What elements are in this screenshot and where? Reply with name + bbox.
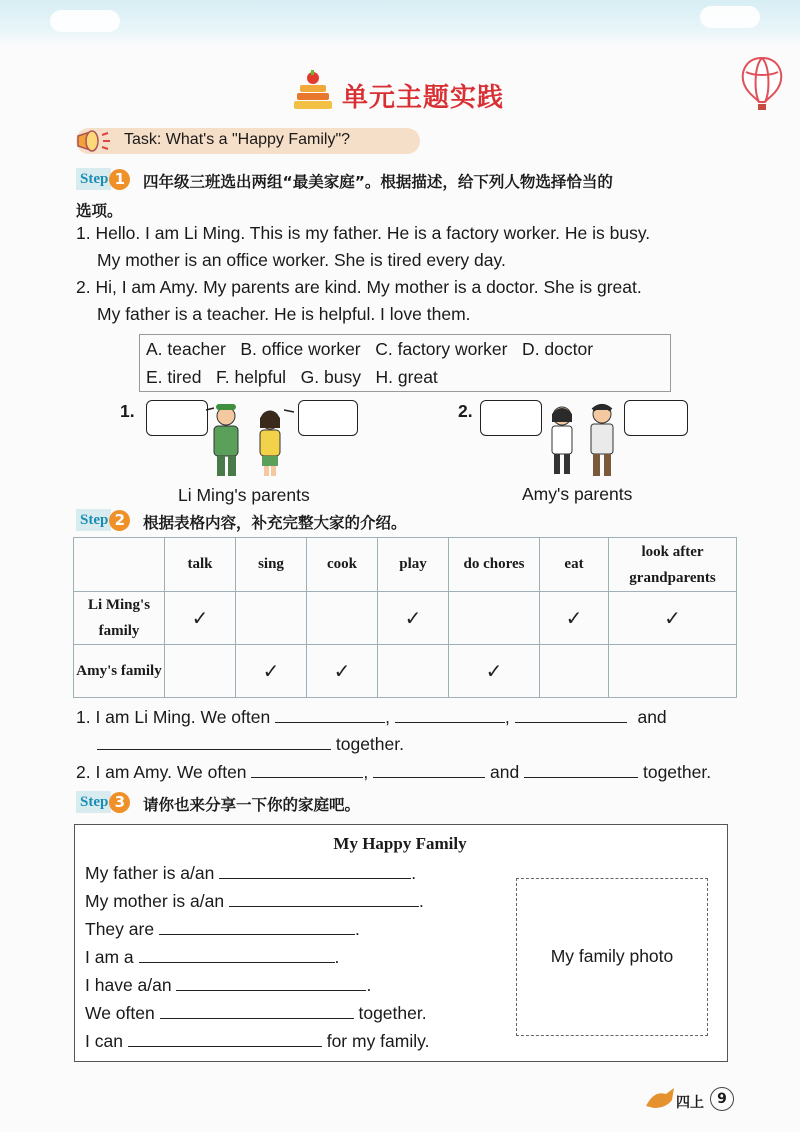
column-header: do chores xyxy=(449,538,540,592)
table-cell xyxy=(165,645,236,698)
step-label: Step xyxy=(76,168,111,190)
answer-blank[interactable] xyxy=(159,918,355,935)
sentence1-comma2: , xyxy=(504,707,510,727)
answer-blank[interactable] xyxy=(395,706,505,723)
step1-heading xyxy=(76,168,130,190)
column-header: eat xyxy=(540,538,609,592)
family-line-suffix: . xyxy=(334,947,340,967)
check-mark: ✓ xyxy=(565,607,583,630)
table-cell xyxy=(540,592,609,645)
table-cell xyxy=(609,645,737,698)
picture2-number: 2. xyxy=(458,401,473,421)
answer-blank[interactable] xyxy=(128,1030,322,1047)
column-header: cook xyxy=(307,538,378,592)
table-cell xyxy=(307,592,378,645)
picture2-caption: Amy's parents xyxy=(522,484,633,504)
amy-parents-illustration xyxy=(540,400,626,480)
table-cell xyxy=(236,645,307,698)
column-header: play xyxy=(378,538,449,592)
family-line-suffix: . xyxy=(418,891,424,911)
answer-bubble-mother-amy[interactable] xyxy=(480,400,542,436)
table-cell xyxy=(165,592,236,645)
table-cell xyxy=(378,592,449,645)
options-row1: A. teacher B. office worker C. factory worker D. doctor xyxy=(146,339,594,359)
answer-blank[interactable] xyxy=(219,862,411,879)
check-mark: ✓ xyxy=(485,660,503,683)
answer-bubble-mother[interactable] xyxy=(298,400,358,436)
passage1-line2: My mother is an office worker. She is tired every day. xyxy=(97,250,506,270)
answer-blank[interactable] xyxy=(176,974,366,991)
table-row xyxy=(74,592,737,645)
table-cell xyxy=(449,645,540,698)
answer-blank[interactable] xyxy=(97,733,331,750)
passage2-line2: My father is a teacher. He is helpful. I love them. xyxy=(97,304,471,324)
family-line-suffix: . xyxy=(411,863,417,883)
step1-instruction-line1: 四年级三班选出两组“最美家庭”。根据描述，给下列人物选择恰当的 xyxy=(143,173,613,191)
picture1-number: 1. xyxy=(120,401,135,421)
family-line xyxy=(85,890,424,912)
step-number: 2 xyxy=(109,510,130,531)
step2-instruction: 根据表格内容，补充完整大家的介绍。 xyxy=(143,514,407,532)
cloud-decoration xyxy=(50,10,120,32)
column-header: sing xyxy=(236,538,307,592)
passage1-line1: 1. Hello. I am Li Ming. This is my father. He is a factory worker. He is busy. xyxy=(76,223,651,243)
sentence2-end: together. xyxy=(642,762,712,782)
picture1-caption: Li Ming's parents xyxy=(178,485,310,505)
table-cell xyxy=(307,645,378,698)
sentence2-and: and xyxy=(490,762,520,782)
answer-blank[interactable] xyxy=(251,761,363,778)
sentence2-comma: , xyxy=(363,762,369,782)
answer-blank[interactable] xyxy=(229,890,419,907)
answer-blank[interactable] xyxy=(373,761,485,778)
check-mark: ✓ xyxy=(664,607,681,630)
answer-blank[interactable] xyxy=(524,761,638,778)
check-mark: ✓ xyxy=(262,660,280,683)
check-mark: ✓ xyxy=(191,607,209,630)
table-cell xyxy=(236,592,307,645)
step-number: 1 xyxy=(109,169,130,190)
check-mark: ✓ xyxy=(404,607,422,630)
family-line-prefix: I have a/an xyxy=(85,975,172,995)
family-line-prefix: I can xyxy=(85,1031,123,1051)
table-header-row xyxy=(74,538,737,592)
table-cell xyxy=(609,592,737,645)
cloud-decoration xyxy=(700,6,760,28)
sentence1-end: together. xyxy=(335,734,404,754)
fox-icon xyxy=(644,1086,680,1110)
family-box-title: My Happy Family xyxy=(333,834,467,853)
row-header: Li Ming's family xyxy=(74,592,165,645)
family-line-prefix: My father is a/an xyxy=(85,863,215,883)
li-ming-parents-illustration xyxy=(198,398,298,480)
sentence1-line1 xyxy=(76,706,667,728)
family-line-prefix: My mother is a/an xyxy=(85,891,225,911)
step1-instruction-line2: 选项。 xyxy=(76,202,123,220)
row-header: Amy's family xyxy=(74,645,165,698)
answer-bubble-father-amy[interactable] xyxy=(624,400,688,436)
page-title: 单元主题实践 xyxy=(342,83,505,113)
table-corner-cell xyxy=(74,538,165,592)
column-header: talk xyxy=(165,538,236,592)
family-line-prefix: We often xyxy=(85,1003,155,1023)
step2-heading xyxy=(76,509,130,531)
check-mark: ✓ xyxy=(333,660,351,683)
family-line xyxy=(85,862,416,884)
family-line-prefix: I am a xyxy=(85,947,134,967)
answer-blank[interactable] xyxy=(160,1002,354,1019)
step3-instruction: 请你也来分享一下你的家庭吧。 xyxy=(143,796,361,814)
sentence1-start: 1. I am Li Ming. We often xyxy=(76,707,271,727)
step-number: 3 xyxy=(109,792,130,813)
page-number: 9 xyxy=(710,1087,734,1111)
family-line-prefix: They are xyxy=(85,919,155,939)
family-line-suffix: . xyxy=(354,919,360,939)
hot-air-balloon-icon xyxy=(738,56,786,112)
sentence2 xyxy=(76,761,711,783)
step-label: Step xyxy=(76,509,111,531)
megaphone-icon xyxy=(74,126,120,156)
step-label: Step xyxy=(76,791,111,813)
family-line xyxy=(85,974,371,996)
passage2-line1: 2. Hi, I am Amy. My parents are kind. My mother is a doctor. She is great. xyxy=(76,277,642,297)
answer-blank[interactable] xyxy=(139,946,335,963)
task-label: Task: What's a "Happy Family"? xyxy=(124,131,351,148)
sentence2-start: 2. I am Amy. We often xyxy=(76,762,247,782)
family-line-suffix: . xyxy=(366,975,372,995)
top-banner xyxy=(0,0,800,46)
table-cell xyxy=(540,645,609,698)
family-line xyxy=(85,1030,429,1052)
answer-blank[interactable] xyxy=(275,706,385,723)
table-cell xyxy=(449,592,540,645)
family-photo-label: My family photo xyxy=(550,946,674,966)
activity-table xyxy=(73,537,737,698)
table-cell xyxy=(378,645,449,698)
family-line-suffix: for my family. xyxy=(326,1031,430,1051)
column-header: look after grandparents xyxy=(609,538,737,592)
family-line xyxy=(85,946,339,968)
book-stack-icon xyxy=(292,68,334,112)
step3-heading xyxy=(76,791,130,813)
answer-blank[interactable] xyxy=(515,706,627,723)
options-row2: E. tired F. helpful G. busy H. great xyxy=(146,367,438,387)
sentence1-and: and xyxy=(637,707,667,727)
sentence1-line2 xyxy=(97,733,404,755)
family-line xyxy=(85,1002,427,1024)
sentence1-comma1: , xyxy=(385,707,390,727)
family-line xyxy=(85,918,360,940)
book-label: 四上 xyxy=(676,1095,704,1111)
table-row xyxy=(74,645,737,698)
family-line-suffix: together. xyxy=(358,1003,427,1023)
